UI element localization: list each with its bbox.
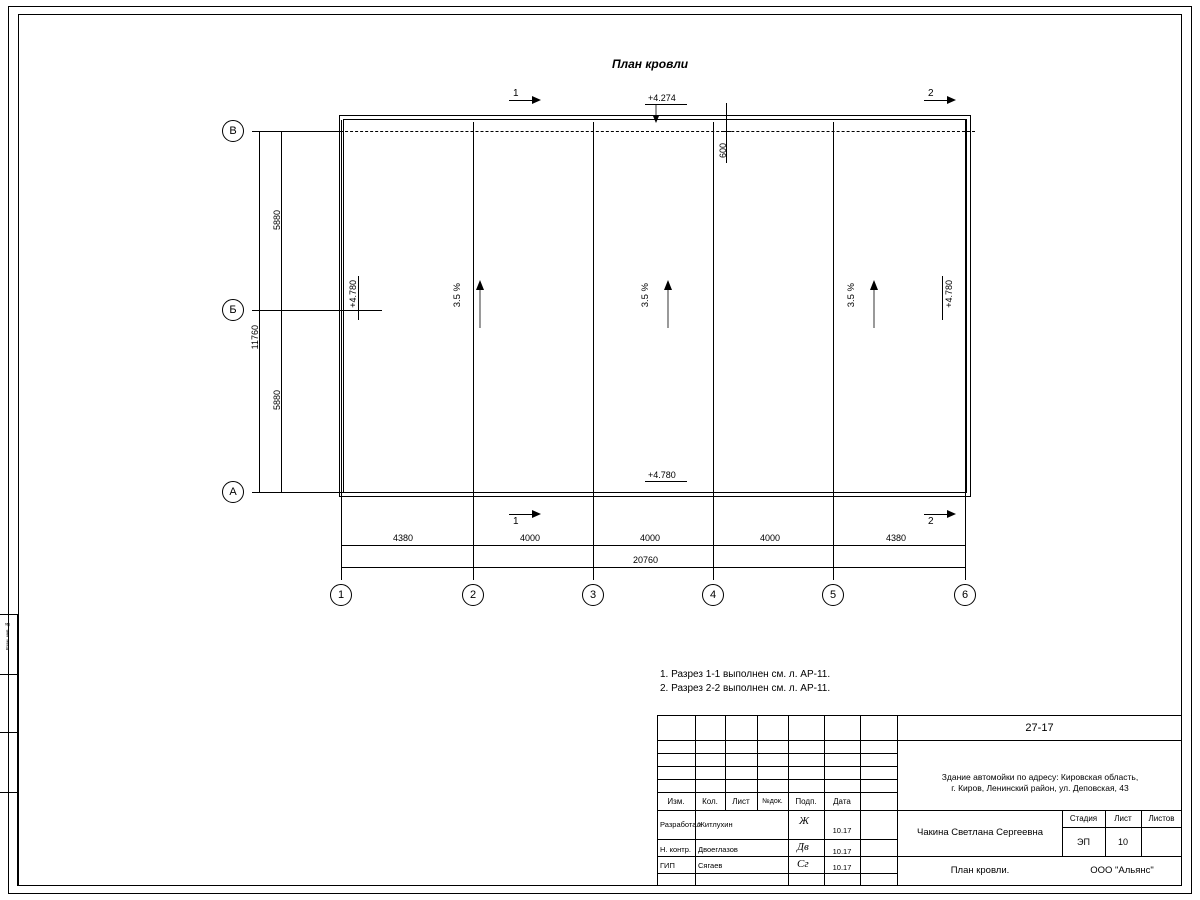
object-line: Здание автомойки по адресу: Кировская область, — [941, 772, 1139, 782]
stage-value: ЭП — [1077, 837, 1090, 847]
axis-line-5 — [833, 122, 834, 580]
vertical-dim-total-label: 11760 — [250, 325, 260, 350]
axis-line-6 — [965, 120, 966, 580]
axis-line-b-upper — [252, 131, 342, 132]
roof-ridge-line — [330, 131, 975, 132]
dim-tick — [593, 539, 594, 551]
page-title: План кровли — [612, 57, 689, 71]
horizontal-dim-total-line — [341, 567, 965, 568]
note-line: 2. Разрез 2-2 выполнен см. л. АР-11. — [660, 683, 831, 694]
axis-line-4 — [713, 122, 714, 580]
slope-arrow-icon — [661, 276, 675, 328]
sheet-header: Лист — [1114, 814, 1132, 823]
title-block-rule — [1062, 827, 1182, 828]
left-margin-cell — [0, 674, 18, 732]
axis-circle-h-4: 4 — [702, 584, 724, 606]
object-description — [900, 772, 1180, 794]
title-block-rule — [657, 856, 1182, 857]
horizontal-dim-label: 4000 — [640, 533, 661, 543]
dim-tick — [965, 539, 966, 551]
dim-tick — [833, 539, 834, 551]
role-name: Житлухин — [698, 820, 733, 829]
signature: Дв — [797, 841, 809, 853]
left-margin-cell — [0, 732, 18, 792]
axis-line-1 — [341, 120, 342, 580]
dim-tick — [276, 131, 287, 132]
role-date: 10.17 — [832, 847, 852, 856]
title-block-rule — [657, 766, 897, 767]
horizontal-dim-label: 4000 — [520, 533, 541, 543]
horizontal-dim-total-label: 20760 — [633, 555, 659, 565]
project-code: 27-17 — [1025, 722, 1054, 734]
slope-label: 3.5 % — [452, 283, 463, 308]
dim-tick — [473, 539, 474, 551]
title-block-rule — [657, 740, 1182, 741]
title-block-rule — [657, 873, 897, 874]
notes-block — [660, 668, 830, 696]
axis-circle-h-2: 2 — [462, 584, 484, 606]
column-header-podp: Подп. — [795, 797, 817, 806]
section-arrow-icon — [945, 507, 959, 521]
role-name: Двоеглазов — [698, 845, 738, 854]
vertical-dim-chain — [281, 131, 282, 492]
slope-arrow-icon — [473, 276, 487, 328]
dim-tick — [341, 539, 342, 551]
vertical-dim-label: 5880 — [272, 210, 282, 231]
section-mark-label-bottom-left: 1 — [513, 516, 519, 527]
title-block-rule — [657, 839, 897, 840]
slope-label: 3.5 % — [640, 283, 651, 308]
object-line: г. Киров, Ленинский район, ул. Деповская, 43 — [951, 783, 1129, 793]
dim-tick — [254, 131, 265, 132]
horizontal-dim-label: 4380 — [886, 533, 907, 543]
column-header-izm: Изм. — [667, 797, 685, 806]
vertical-dim-label: 5880 — [272, 390, 282, 411]
axis-circle-v-bottom: А — [222, 481, 244, 503]
parapet-offset-label: 600 — [718, 143, 728, 159]
role-date: 10.17 — [832, 826, 852, 835]
dim-tick — [713, 539, 714, 551]
title-block-rule — [657, 792, 897, 793]
section-arrow-icon — [530, 93, 544, 107]
dim-tick — [341, 561, 342, 573]
column-header-ndok: №док. — [762, 798, 783, 805]
axis-circle-v-middle: Б — [222, 299, 244, 321]
section-arrow-icon — [530, 507, 544, 521]
dim-tick — [276, 492, 287, 493]
elevation-bottom-underline — [645, 481, 687, 482]
horizontal-dim-label: 4000 — [760, 533, 781, 543]
elevation-bottom-label: +4.780 — [648, 470, 676, 480]
elevation-left-underline — [358, 276, 359, 320]
note-line: 1. Разрез 1-1 выполнен см. л. АР-11. — [660, 669, 831, 680]
signature: Сг — [797, 858, 809, 870]
elevation-right-label: +4.780 — [944, 280, 954, 308]
dim-tick — [276, 310, 287, 311]
column-header-data: Дата — [833, 797, 851, 806]
axis-circle-h-1: 1 — [330, 584, 352, 606]
sheet-value: 10 — [1117, 837, 1128, 847]
axis-circle-h-6: 6 — [954, 584, 976, 606]
elevation-left-label: +4.780 — [348, 280, 358, 308]
section-mark-label-bottom-right: 2 — [928, 516, 934, 527]
stage-header: Стадия — [1069, 814, 1098, 823]
title-block-divider — [860, 715, 861, 886]
horizontal-dim-chain — [341, 545, 965, 546]
section-mark-label-top-right: 2 — [928, 88, 934, 99]
elevation-top-label: +4.274 — [648, 93, 676, 103]
column-header-list: Лист — [732, 797, 750, 806]
axis-line-2 — [473, 122, 474, 580]
dim-tick — [965, 561, 966, 573]
role-label: Н. контр. — [660, 845, 691, 854]
dim-tick — [721, 131, 731, 132]
title-block-divider — [725, 715, 726, 810]
vertical-dim-total-line — [259, 131, 260, 492]
dim-tick — [254, 492, 265, 493]
title-block-divider — [757, 715, 758, 810]
client-name: Чакина Светлана Сергеевна — [917, 827, 1043, 838]
role-label: ГИП — [660, 861, 675, 870]
elevation-right-underline — [942, 276, 943, 320]
title-block-rule — [657, 779, 897, 780]
title-block-rule — [657, 753, 897, 754]
axis-line-a — [252, 492, 344, 493]
title-block-rule — [657, 810, 1182, 811]
role-label: Разработал — [660, 820, 701, 829]
left-margin-label: Взам. инв. № — [5, 622, 10, 651]
left-margin-cell — [0, 792, 18, 886]
left-margin-strip — [0, 614, 18, 886]
axis-circle-v-top: В — [222, 120, 244, 142]
signature: Ж — [799, 815, 810, 827]
axis-line-3 — [593, 122, 594, 580]
slope-label: 3.5 % — [846, 283, 857, 308]
section-arrow-icon — [945, 93, 959, 107]
sheets-header: Листов — [1148, 814, 1175, 823]
company-name: ООО "Альянс" — [1090, 865, 1154, 876]
axis-line-b-middle — [252, 310, 382, 311]
sheet-title: План кровли. — [950, 865, 1010, 876]
slope-arrow-icon — [867, 276, 881, 328]
axis-circle-h-3: 3 — [582, 584, 604, 606]
title-block — [657, 715, 1182, 886]
column-header-kol: Кол. — [702, 797, 718, 806]
elevation-leader-top — [650, 104, 664, 130]
role-date: 10.17 — [832, 863, 852, 872]
axis-circle-h-5: 5 — [822, 584, 844, 606]
section-mark-label-top-left: 1 — [513, 88, 519, 99]
role-name: Сягаев — [698, 861, 723, 870]
horizontal-dim-label: 4380 — [393, 533, 414, 543]
